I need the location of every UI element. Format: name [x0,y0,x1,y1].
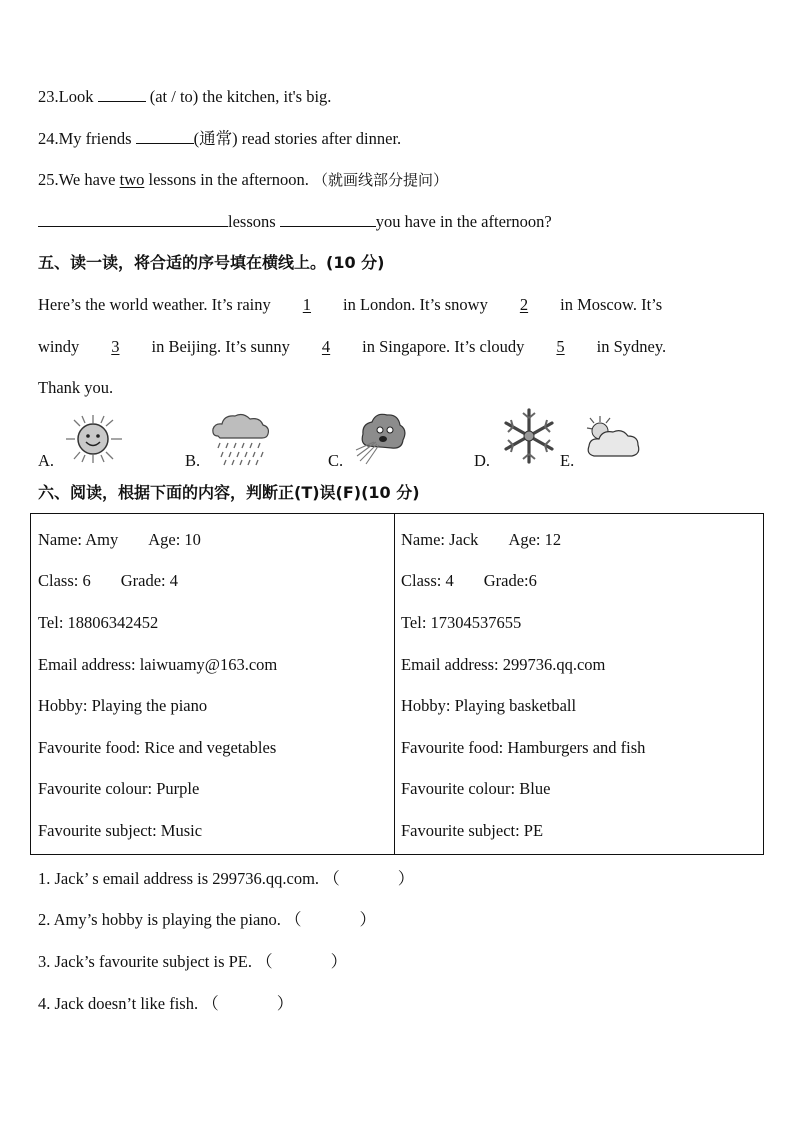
jack-tel: Tel: 17304537655 [401,613,522,632]
section-6-title: 六、阅读，根据下面的内容，判断正(T)误(F)(10 分) [38,483,420,502]
wind-cloud-icon [354,406,410,468]
question-23: 23.Look (at / to) the kitchen, it's big. [38,87,332,106]
snowflake-icon [500,405,558,467]
sun-icon [62,412,128,466]
question-25-answer-line: lessons you have in the afternoon? [38,211,552,233]
answer-blank[interactable] [136,128,194,144]
answer-paren[interactable]: （ ） [202,994,294,1013]
option-b-label: B. [185,451,201,470]
answer-paren[interactable]: （ ） [256,952,348,971]
jack-hobby: Hobby: Playing basketball [401,696,577,715]
sun-cloud-icon [584,414,642,466]
answer-paren[interactable]: （ ） [285,910,377,929]
option-e-label: E. [560,451,575,470]
amy-email: Email address: laiwuamy@163.com [38,655,278,674]
jack-name-age: Name: Jack Age: 12 [401,530,562,549]
blank-4[interactable]: 4 [321,337,331,356]
section-5-title: 五、读一读，将合适的序号填在横线上。(10 分) [38,253,385,272]
profile-table [30,513,764,855]
statement-3: 3. Jack’s favourite subject is PE. （ ） [38,952,348,971]
option-c-label: C. [328,451,344,470]
statement-1: 1. Jack’ s email address is 299736.qq.com. （ ） [38,869,415,888]
answer-blank[interactable] [38,211,228,227]
jack-class-grade: Class: 4 Grade:6 [401,571,537,590]
statement-2: 2. Amy’s hobby is playing the piano. （ ） [38,910,377,929]
option-a-label: A. [38,451,55,470]
jack-email: Email address: 299736.qq.com [401,655,606,674]
table-divider [394,514,395,854]
blank-2[interactable]: 2 [519,295,529,314]
amy-colour: Favourite colour: Purple [38,779,200,798]
jack-colour: Favourite colour: Blue [401,779,551,798]
weather-paragraph-line-3: Thank you. [38,378,114,397]
weather-paragraph-line-2: windy 3 in Beijing. It’s sunny 4 in Singapore. It’s cloudy 5 in Sydney. [38,337,667,356]
answer-paren[interactable]: （ ） [323,869,415,888]
question-25: 25.We have two lessons in the afternoon. （就画线部分提问） [38,170,449,189]
answer-blank[interactable] [280,211,376,227]
amy-tel: Tel: 18806342452 [38,613,159,632]
rain-cloud-icon [210,410,272,468]
blank-5[interactable]: 5 [556,337,565,356]
amy-name-age: Name: Amy Age: 10 [38,530,201,549]
option-d-label: D. [474,451,491,470]
answer-blank[interactable] [98,86,146,102]
jack-food: Favourite food: Hamburgers and fish [401,738,646,757]
weather-paragraph-line-1: Here’s the world weather. It’s rainy 1 in London. It’s snowy 2 in Moscow. It’s [38,295,663,314]
amy-class-grade: Class: 6 Grade: 4 [38,571,178,590]
question-24: 24.My friends (通常) read stories after dinner. [38,129,402,148]
jack-subject: Favourite subject: PE [401,821,544,840]
blank-1[interactable]: 1 [302,295,312,314]
statement-4: 4. Jack doesn’t like fish. （ ） [38,994,294,1013]
blank-3[interactable]: 3 [111,337,120,356]
amy-subject: Favourite subject: Music [38,821,203,840]
amy-food: Favourite food: Rice and vegetables [38,738,277,757]
amy-hobby: Hobby: Playing the piano [38,696,208,715]
